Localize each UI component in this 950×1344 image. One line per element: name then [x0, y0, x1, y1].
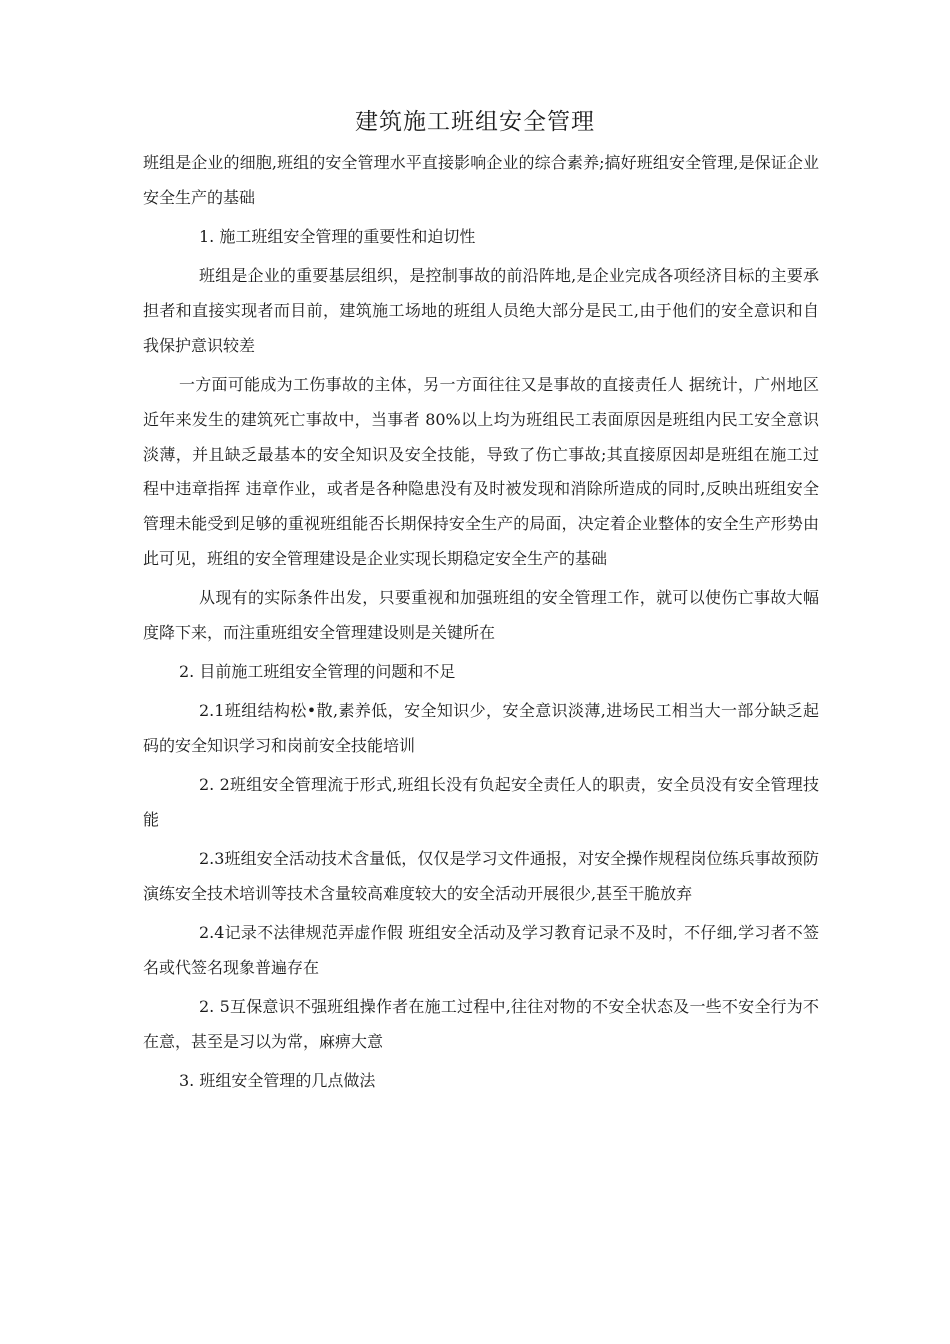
- body-paragraph: 一方面可能成为工伤事故的主体，另一方面往往又是事故的直接责任人 据统计，广州地区近年来发生的建筑死亡事故中，当事者 80%以上均为班组民工表面原因是班组内民工安全意识淡薄，并且缺乏最基本的安全知识及安全技能，导致了伤亡事故;其直接原因却是班组在施工过程中违章指挥 违章作业，或者是各种隐患没有及时被发现和消除所造成的同时,反映出班组安全管理未能受到足够的重视班组能否长期保持安全生产的局面，决定着企业整体的安全生产形势由此可见，班组的安全管理建设是企业实现长期稳定安全生产的基础: [143, 374, 819, 568]
- section-heading-2: 2. 目前施工班组安全管理的问题和不足: [179, 662, 456, 682]
- document-title: 建筑施工班组安全管理: [355, 109, 595, 135]
- document-body: [143, 146, 819, 1099]
- section-heading-3: 3. 班组安全管理的几点做法: [179, 1071, 376, 1091]
- body-paragraph: 从现有的实际条件出发，只要重视和加强班组的安全管理工作，就可以使伤亡事故大幅度降下来，而注重班组安全管理建设则是关键所在: [143, 588, 819, 642]
- intro-paragraph: 班组是企业的细胞,班组的安全管理水平直接影响企业的综合素养;搞好班组安全管理,是保证企业安全生产的基础: [143, 153, 819, 207]
- subsection-paragraph: 2.4记录不法律规范弄虚作假 班组安全活动及学习教育记录不及时，不仔细,学习者不签名或代签名现象普遍存在: [143, 923, 819, 978]
- subsection-paragraph: 2.1班组结构松•散,素养低，安全知识少，安全意识淡薄,进场民工相当大一部分缺乏起码的安全知识学习和岗前安全技能培训: [143, 701, 819, 756]
- section-heading-1: 1. 施工班组安全管理的重要性和迫切性: [199, 226, 476, 246]
- subsection-paragraph: 2. 2班组安全管理流于形式,班组长没有负起安全责任人的职责，安全员没有安全管理技能: [143, 775, 819, 830]
- subsection-paragraph: 2.3班组安全活动技术含量低，仅仅是学习文件通报，对安全操作规程岗位练兵事故预防演练安全技术培训等技术含量较高难度较大的安全活动开展很少,甚至干脆放弃: [143, 849, 819, 904]
- subsection-paragraph: 2. 5互保意识不强班组操作者在施工过程中,往往对物的不安全状态及一些不安全行为不在意，甚至是习以为常，麻痹大意: [143, 997, 819, 1052]
- body-paragraph: 班组是企业的重要基层组织，是控制事故的前沿阵地,是企业完成各项经济目标的主要承担者和直接实现者而目前，建筑施工场地的班组人员绝大部分是民工,由于他们的安全意识和自我保护意识较差: [143, 266, 819, 355]
